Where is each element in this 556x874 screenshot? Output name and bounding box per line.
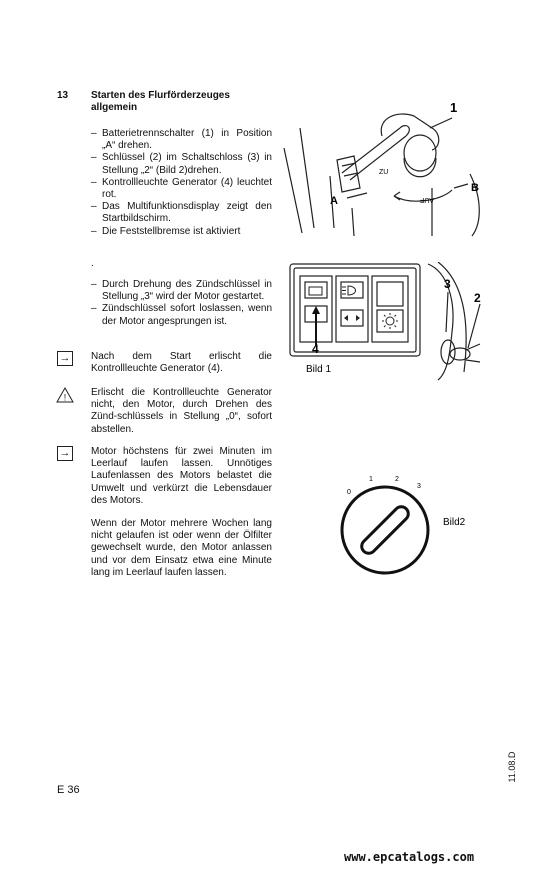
note-text: Nach dem Start erlischt die Kontrollleuchte Generator (4). <box>91 351 272 375</box>
step-item: – Die Feststellbremse ist aktiviert <box>91 226 272 238</box>
figure-caption: Bild2 <box>443 517 466 528</box>
note-text: Motor höchstens für zwei Minuten im Leerlauf laufen lassen. Unnötiges Laufenlassen des Motors belastet die Umwelt und verkürzt die Lebensdauer des Motors. <box>91 446 272 506</box>
step-item: – Durch Drehung des Zündschlüssel in Stellung „3“ wird der Motor gestartet. <box>91 279 272 303</box>
steps-list-a <box>91 128 272 238</box>
callout-3: 3 <box>444 277 451 291</box>
dashboard-panel-figure <box>288 262 494 382</box>
position-0: 0 <box>347 489 351 496</box>
date-code-text: 11.08.D <box>507 751 517 783</box>
callout-1: 1 <box>450 100 458 115</box>
step-item: – Schlüssel (2) im Schaltschloss (3) in Stellung „2“ (Bild 2)drehen. <box>91 152 272 176</box>
label-zu: ZU <box>379 169 389 176</box>
paragraph: Wenn der Motor mehrere Wochen lang nicht gelaufen ist oder wenn der Ölfilter gewechselt wurde, den Motor anlassen und vor dem Einsatz etwa eine Minute lang im Leerlauf laufen lassen. <box>91 518 272 578</box>
callout-4: 4 <box>312 342 319 356</box>
position-1: 1 <box>369 476 373 483</box>
section-number: 13 <box>57 90 69 101</box>
step-item: – Zündschlüssel sofort loslassen, wenn der Motor angesprungen ist. <box>91 303 272 327</box>
label-auf: AUF <box>420 196 434 203</box>
section-title: Starten des Flurförderzeuges allgemein <box>91 90 230 114</box>
dot-line: . <box>91 258 94 269</box>
step-item: – Batterietrennschalter (1) in Position „A“ drehen. <box>91 128 272 152</box>
arrow-note-icon: → <box>57 446 73 461</box>
battery-switch-figure <box>282 88 496 238</box>
warning-text: Erlischt die Kontrollleuchte Generator nicht, den Motor, durch Drehen des Zünd-schlüssels in Stellung „0“, sofort abstellen. <box>91 387 272 435</box>
warning-mark: ! <box>63 392 67 403</box>
warning-icon <box>56 387 74 403</box>
callout-b: B <box>471 182 479 194</box>
steps-list-b <box>91 279 272 328</box>
callout-a: A <box>330 195 338 207</box>
step-item: – Kontrollleuchte Generator (4) leuchtet rot. <box>91 177 272 201</box>
position-2: 2 <box>395 476 399 483</box>
callout-2: 2 <box>474 291 481 305</box>
figure-caption: Bild 1 <box>306 364 332 375</box>
arrow-note-icon: → <box>57 351 73 366</box>
ignition-switch-figure <box>335 470 485 580</box>
position-3: 3 <box>417 483 421 490</box>
page-number: E 36 <box>57 784 80 796</box>
step-item: – Das Multifunktionsdisplay zeigt den Startbildschirm. <box>91 201 272 225</box>
date-code <box>504 740 518 800</box>
watermark-url[interactable]: www.epcatalogs.com <box>344 850 475 864</box>
